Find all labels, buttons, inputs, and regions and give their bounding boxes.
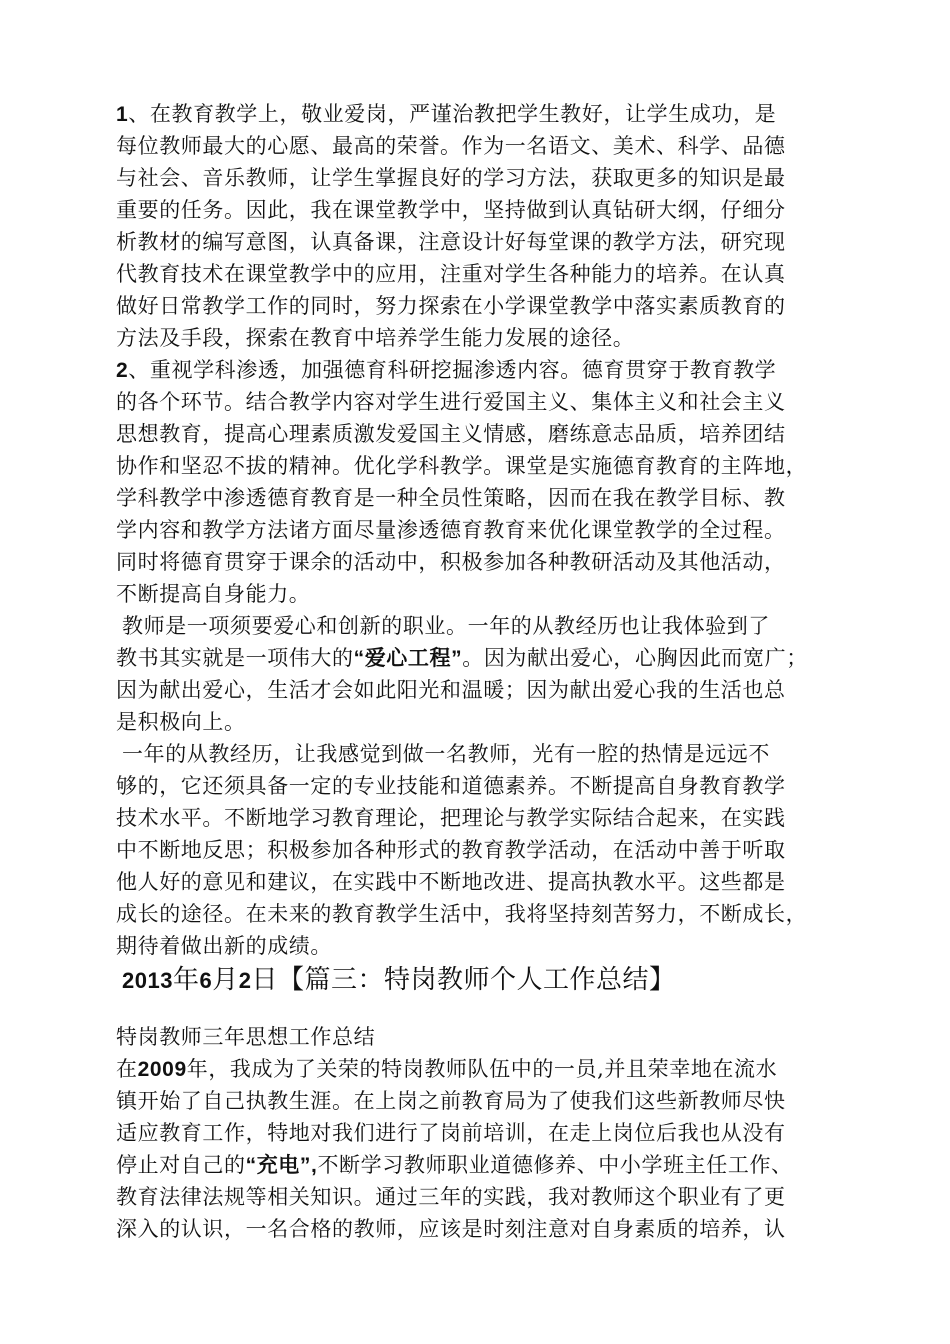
p2-line-1: 2、重视学科渗透，加强德育科研挖掘渗透内容。德育贯穿于教育教学 <box>116 358 777 382</box>
p2-line-3: 思想教育，提高心理素质激发爱国主义情感，磨练意志品质，培养团结 <box>116 422 786 446</box>
p4-line-5: 他人好的意见和建议，在实践中不断地改进、提高执教水平。这些都是 <box>116 870 786 894</box>
s3-line-6: 深入的认识，一名合格的教师，应该是时刻注意对自身素质的培养，认 <box>116 1217 786 1241</box>
section-heading: 2013年6月2日【篇三：特岗教师个人工作总结】 <box>122 965 676 995</box>
s3-line-2: 镇开始了自己执教生涯。在上岗之前教育局为了使我们这些新教师尽快 <box>116 1089 786 1113</box>
s3-line-4: 停止对自己的“充电”,不断学习教师职业道德修养、中小学班主任工作、 <box>116 1153 793 1177</box>
quoted-phrase: “爱心工程” <box>353 647 463 670</box>
p4-line-3: 技术水平。不断地学习教育理论，把理论与教学实际结合起来，在实践 <box>116 806 786 830</box>
s3-line-1: 在2009年，我成为了关荣的特岗教师队伍中的一员,并且荣幸地在流水 <box>116 1057 778 1081</box>
p3-line-4: 是积极向上。 <box>116 710 246 734</box>
p3-line-3: 因为献出爱心，生活才会如此阳光和温暖；因为献出爱心我的生活也总 <box>116 678 786 702</box>
p3-line-1: 教师是一项须要爱心和创新的职业。一年的从教经历也让我体验到了 <box>122 614 770 638</box>
p2-line-5: 学科教学中渗透德育教育是一种全员性策略，因而在我在教学目标、教 <box>116 486 786 510</box>
p1-line-3: 与社会、音乐教师，让学生掌握良好的学习方法，获取更多的知识是最 <box>116 166 786 190</box>
s3-line-3: 适应教育工作，特地对我们进行了岗前培训，在走上岗位后我也从没有 <box>116 1121 786 1145</box>
p2-number: 2 <box>116 359 129 382</box>
heading-title: 【篇三：特岗教师个人工作总结】 <box>278 965 676 995</box>
section-subtitle: 特岗教师三年思想工作总结 <box>116 1025 376 1049</box>
p2-line-6: 学内容和教学方法诸方面尽量渗透德育教育来优化课堂教学的全过程。 <box>116 518 786 542</box>
p1-number: 1 <box>116 103 129 126</box>
p2-line-7: 同时将德育贯穿于课余的活动中，积极参加各种教研活动及其他活动， <box>116 550 786 574</box>
year-2009: 2009 <box>137 1058 187 1081</box>
p4-line-7: 期待着做出新的成绩。 <box>116 934 332 958</box>
p2-line-8: 不断提高自身能力。 <box>116 582 311 606</box>
p4-line-4: 中不断地反思；积极参加各种形式的教育教学活动，在活动中善于听取 <box>116 838 786 862</box>
p1-line-1: 1、在教育教学上，敬业爱岗，严谨治教把学生教好，让学生成功，是 <box>116 102 777 126</box>
p1-line-8: 方法及手段，探索在教育中培养学生能力发展的途径。 <box>116 326 635 350</box>
p4-line-2: 够的，它还须具备一定的专业技能和道德素养。不断提高自身教育教学 <box>116 774 786 798</box>
quoted-phrase-charge: “充电”, <box>245 1154 318 1177</box>
heading-month: 6 <box>199 968 213 993</box>
p3-line-2: 教书其实就是一项伟大的“爱心工程”。因为献出爱心，心胸因此而宽广； <box>116 646 808 670</box>
p2-line-4: 协作和坚忍不拔的精神。优化学科教学。课堂是实施德育教育的主阵地， <box>116 454 808 478</box>
p1-line-5: 析教材的编写意图，认真备课，注意设计好每堂课的教学方法，研究现 <box>116 230 786 254</box>
p1-line-7: 做好日常教学工作的同时，努力探索在小学课堂教学中落实素质教育的 <box>116 294 786 318</box>
p1-line-4: 重要的任务。因此，我在课堂教学中，坚持做到认真钻研大纲，仔细分 <box>116 198 786 222</box>
p2-line-2: 的各个环节。结合教学内容对学生进行爱国主义、集体主义和社会主义 <box>116 390 786 414</box>
heading-day: 2 <box>238 968 252 993</box>
p1-line-6: 代教育技术在课堂教学中的应用，注重对学生各种能力的培养。在认真 <box>116 262 786 286</box>
p1-line-2: 每位教师最大的心愿、最高的荣誉。作为一名语文、美术、科学、品德 <box>116 134 786 158</box>
s3-line-5: 教育法律法规等相关知识。通过三年的实践，我对教师这个职业有了更 <box>116 1185 786 1209</box>
heading-year: 2013 <box>122 968 173 993</box>
p4-line-6: 成长的途径。在未来的教育教学生活中，我将坚持刻苦努力，不断成长， <box>116 902 808 926</box>
p4-line-1: 一年的从教经历，让我感觉到做一名教师，光有一腔的热情是远远不 <box>122 742 770 766</box>
